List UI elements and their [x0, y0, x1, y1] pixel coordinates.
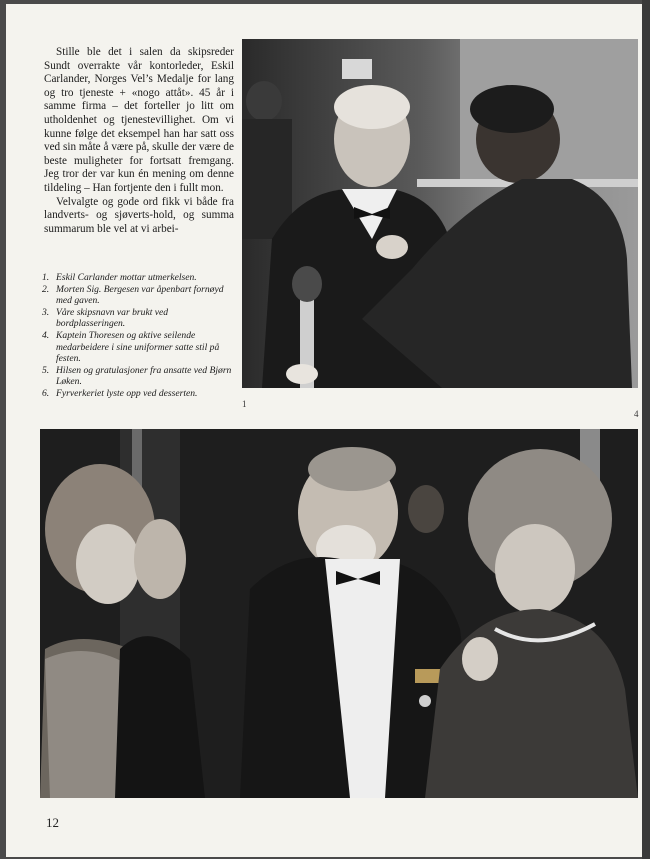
- page-number: 12: [46, 815, 59, 830]
- page-edge: [642, 0, 650, 859]
- caption-item: 3. Våre skipsnavn var brukt ved bordplasseringen.: [42, 306, 169, 330]
- caption-item: 5. Hilsen og gratulasjoner fra ansatte ved Bjørn Løken.: [42, 364, 232, 388]
- magazine-page: [6, 4, 642, 857]
- caption-item: 1. Eskil Carlander mottar utmerkelsen.: [42, 272, 197, 283]
- photo-greeting: [40, 429, 638, 798]
- article-text: [44, 46, 234, 236]
- photo-number-label: 4: [634, 409, 639, 419]
- article-paragraph: Stille ble det i salen da skipsreder Sundt overrakte vår kontorleder, Eskil Carlander, Norges Vel’s Medalje for lang og tro tjeneste + «nogo attåt». 45 år i samme firma – det forteller jo litt om utholdenhet og tjenestevillighet. Om vi kunne følge det eksempel han har satt oss ved sin måte å være på, skulle der være de beste muligheter for fortsatt fremgang. Jeg tror der var kun én mening om denne tildeling – Han fortjente den i fullt mon.: [44, 46, 234, 194]
- caption-item: 2. Morten Sig. Bergesen var åpenbart fornøyd med gaven.: [42, 283, 224, 307]
- photo-number-label: 1: [242, 399, 247, 409]
- photo-greeting-image: [40, 429, 638, 798]
- article-paragraph: Velvalgte og gode ord fikk vi både fra landverts- og sjøverts-hold, og summa summarum ble vel at vi arbei-: [44, 195, 234, 235]
- photo-medal-ceremony-image: [242, 39, 638, 388]
- caption-item: 4. Kaptein Thoresen og aktive seilende medarbeidere i sine uniformer satte stil på festen.: [42, 329, 220, 365]
- caption-item: 6. Fyrverkeriet lyste opp ved desserten.: [42, 387, 198, 399]
- photo-medal-ceremony: [242, 39, 638, 388]
- photo-captions: [42, 272, 238, 400]
